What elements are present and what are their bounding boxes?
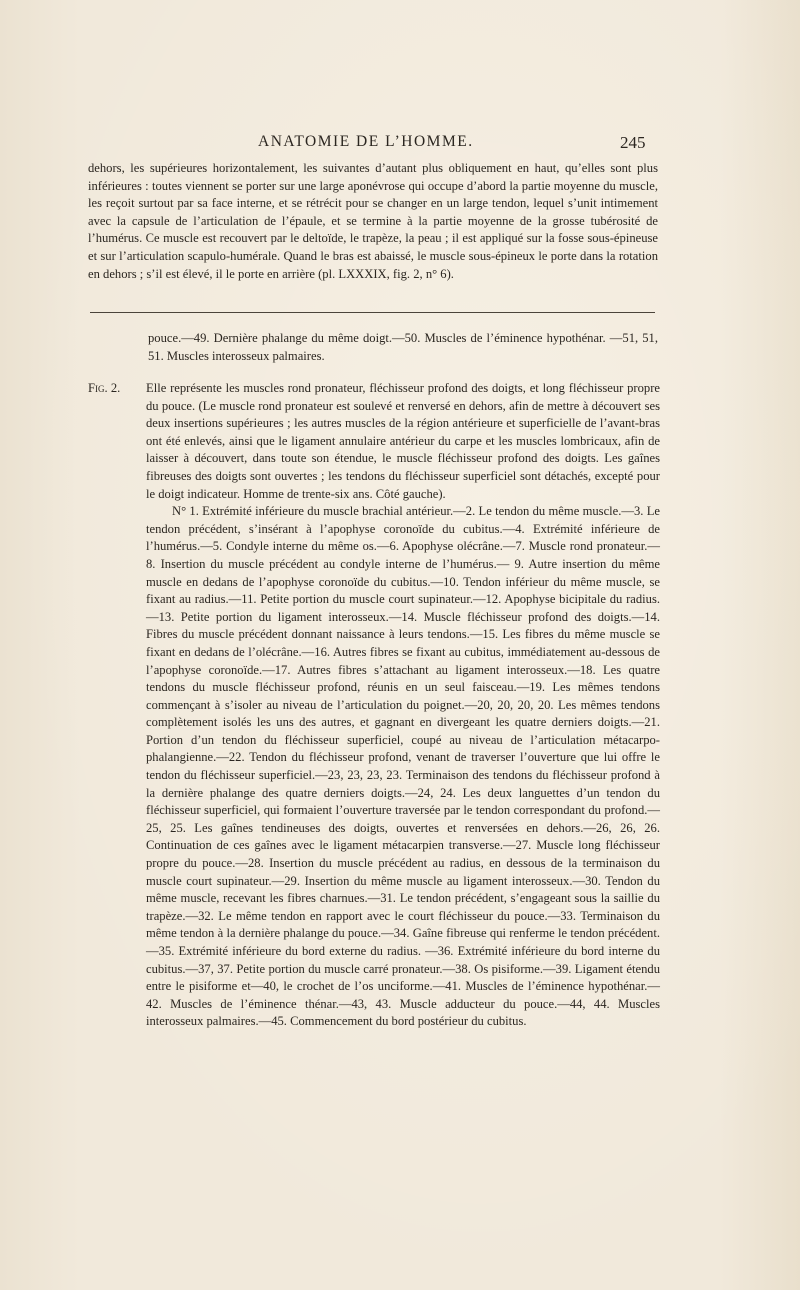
- figure-legend: [88, 380, 660, 1031]
- figure-numbered-items: N° 1. Extrémité inférieure du muscle brachial antérieur.—2. Le tendon du même muscle.—3. Le tendon précédent, s’insérant à l’apophyse coronoïde du cubitus.—4. Extrémité inférieure de l’humérus.—5. Condyle interne du même os.—6. Apophyse olécrâne.—7. Muscle rond pronateur.—8. Insertion du muscle précédent au condyle interne de l’humérus.— 9. Autre insertion du même muscle en dedans de l’apophyse coronoïde du cubitus.—10. Tendon inférieur du même muscle, se fixant au radius.—11. Petite portion du muscle court supinateur.—12. Apophyse bicipitale du radius.—13. Petite portion du ligament interosseux.—14. Muscle fléchisseur profond des doigts.—14. Fibres du muscle précédent donnant naissance à leurs tendons.—15. Les fibres du même muscle se fixant en dedans de l’olécrâne.—16. Autres fibres se fixant au cubitus, immédiatement au-dessous de l’apophyse coronoïde.—17. Autres fibres s’attachant au ligament interosseux.—18. Les quatre tendons du muscle fléchisseur profond, réunis en un seul faisceau.—19. Les mêmes tendons commençant à s’isoler au niveau de l’articulation du poignet.—20, 20, 20, 20. Les mêmes tendons complètement isolés les uns des autres, et gagnant en divergeant les quatre derniers doigts.—21. Portion d’un tendon du fléchisseur superficiel, coupé au niveau de l’articulation métacarpo-phalangienne.—22. Tendon du fléchisseur profond, venant de traverser l’ouverture que lui offre le tendon du fléchisseur superficiel.—23, 23, 23, 23. Terminaison des tendons du fléchisseur profond à la dernière phalange des quatre derniers doigts.—24, 24. Les deux languettes d’un tendon du fléchisseur superficiel, qui formaient l’ouverture traversée par le tendon correspondant du profond.—25, 25. Les gaînes tendineuses des doigts, ouvertes et renversées en dehors.—26, 26, 26. Continuation de ces gaînes avec le ligament métacarpien transverse.—27. Muscle long fléchisseur propre du pouce.—28. Insertion du muscle précédent au radius, en dessous de la terminaison du muscle court supinateur.—29. Insertion du même muscle au ligament interosseux.—30. Tendon du même muscle, recevant les fibres charnues.—31. Le tendon précédent, s’engageant sous la saillie du trapèze.—32. Le même tendon en rapport avec le court fléchisseur du pouce.—33. Terminaison du même tendon à la dernière phalange du pouce.—34. Gaîne fibreuse qui renferme le tendon précédent.—35. Extrémité inférieure du bord externe du radius. —36. Extrémité inférieure du bord interne du cubitus.—37, 37. Petite portion du muscle carré pronateur.—38. Os pisiforme.—39. Ligament étendu entre le pisiforme et—40, le crochet de l’os unciforme.—41. Muscles de l’éminence hypothénar.—42. Muscles de l’éminence thénar.—43, 43. Muscle adducteur du pouce.—44, 44. Muscles interosseux palmaires.—45. Commencement du bord postérieur du cubitus.: [146, 504, 660, 1029]
- figure-label-number: 2.: [110, 381, 121, 395]
- continued-legend: pouce.—49. Dernière phalange du même doigt.—50. Muscles de l’éminence hypothénar. —51, 51, 51. Muscles interosseux palmaires.: [148, 331, 658, 363]
- running-header: [0, 133, 800, 155]
- figure-description: Elle représente les muscles rond pronateur, fléchisseur profond des doigts, et long fléchisseur propre du pouce. (Le muscle rond pronateur est soulevé et renversé en dehors, afin de mettre à découvert ses deux insertions supérieures ; les autres muscles de la région antérieure et superficielle de l’avant-bras ont été enlevés, ainsi que le ligament annulaire antérieur du carpe et les muscles lombricaux, afin de laisser à découvert, dans toute son étendue, le muscle fléchisseur profond des doigts. Les gaînes fibreuses des doigts sont ouvertes ; les tendons du fléchisseur superficiel sont détachés, excepté pour le doigt indicateur. Homme de trente-six ans. Côté gauche).: [146, 381, 660, 501]
- continued-legend-block: [148, 330, 658, 365]
- figure-label-word: Fig.: [88, 381, 108, 395]
- intro-paragraph: dehors, les supérieures horizontalement, les suivantes d’autant plus obliquement en haut, qu’elles sont plus inférieures : toutes viennent se porter sur une large aponévrose qui occupe d’abord la partie moyenne du muscle, les reçoit surtout par sa face interne, et se rétrécit pour se changer en un large tendon, lequel s’unit intimement avec la capsule de l’articulation de l’épaule, et se termine à la partie moyenne de la grosse tubérosité de l’humérus. Ce muscle est recouvert par le deltoïde, le trapèze, la peau ; il est appliqué sur la fosse sous-épineuse et sur l’articulation scapulo-humérale. Quand le bras est abaissé, le muscle sous-épineux le porte dans la rotation en dehors ; s’il est élevé, il le porte en arrière (pl. LXXXIX, fig. 2, n° 6).: [88, 161, 658, 281]
- section-divider: [90, 312, 655, 313]
- intro-paragraph-block: [88, 160, 658, 283]
- figure-label: [88, 380, 144, 398]
- page-number: 245: [620, 133, 646, 152]
- figure-description-block: [146, 380, 660, 1031]
- page-title: ANATOMIE DE L’HOMME.: [258, 133, 474, 150]
